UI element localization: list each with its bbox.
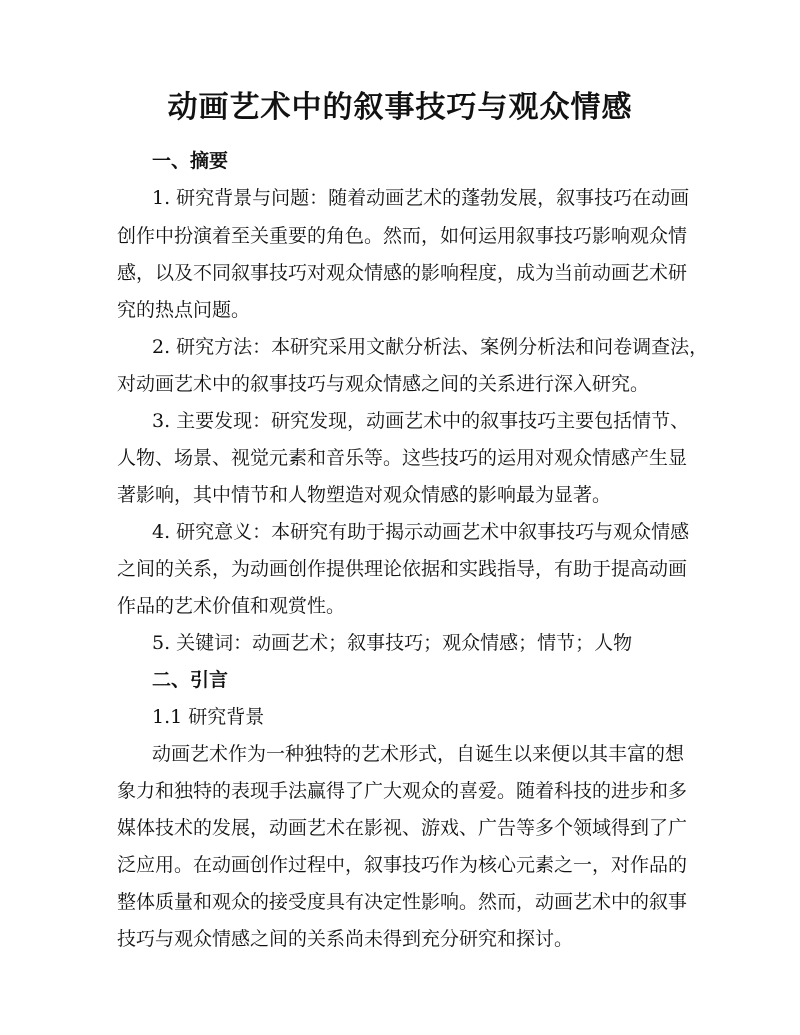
abstract-item-1-line-3: 感，以及不同叙事技巧对观众情感的影响程度，成为当前动画艺术研 xyxy=(117,262,688,284)
intro-paragraph-line-6: 技巧与观众情感之间的关系尚未得到充分研究和探讨。 xyxy=(117,928,574,950)
abstract-item-1-line-2: 创作中扮演着至关重要的角色。然而，如何运用叙事技巧影响观众情 xyxy=(117,225,688,247)
intro-paragraph-line-4: 泛应用。在动画创作过程中，叙事技巧作为核心元素之一，对作品的 xyxy=(117,854,688,876)
abstract-item-2-line-2: 对动画艺术中的叙事技巧与观众情感之间的关系进行深入研究。 xyxy=(117,373,650,395)
abstract-item-4-line-1: 4. 研究意义：本研究有助于揭示动画艺术中叙事技巧与观众情感 xyxy=(152,521,690,543)
intro-paragraph-line-2: 象力和独特的表现手法赢得了广大观众的喜爱。随着科技的进步和多 xyxy=(117,780,688,802)
abstract-item-2-line-1: 2. 研究方法：本研究采用文献分析法、案例分析法和问卷调查法， xyxy=(152,336,709,358)
abstract-item-4-line-2: 之间的关系，为动画创作提供理论依据和实践指导，有助于提高动画 xyxy=(117,558,688,580)
section-heading-abstract: 一、摘要 xyxy=(152,150,229,172)
abstract-item-4-line-3: 作品的艺术价值和观赏性。 xyxy=(117,595,346,617)
abstract-item-3-line-2: 人物、场景、视觉元素和音乐等。这些技巧的运用对观众情感产生显 xyxy=(117,447,688,469)
intro-paragraph-line-5: 整体质量和观众的接受度具有决定性影响。然而，动画艺术中的叙事 xyxy=(117,891,688,913)
subsection-heading-background: 1.1 研究背景 xyxy=(152,706,265,728)
abstract-item-5-keywords: 5. 关键词：动画艺术；叙事技巧；观众情感；情节；人物 xyxy=(152,632,633,654)
abstract-item-3-line-3: 著影响，其中情节和人物塑造对观众情感的影响最为显著。 xyxy=(117,484,612,506)
abstract-item-1-line-1: 1. 研究背景与问题：随着动画艺术的蓬勃发展，叙事技巧在动画 xyxy=(152,187,690,209)
document-title: 动画艺术中的叙事技巧与观众情感 xyxy=(167,90,633,125)
intro-paragraph-line-3: 媒体技术的发展，动画艺术在影视、游戏、广告等多个领域得到了广 xyxy=(117,817,688,839)
intro-paragraph-line-1: 动画艺术作为一种独特的艺术形式，自诞生以来便以其丰富的想 xyxy=(152,743,685,765)
section-heading-intro: 二、引言 xyxy=(152,669,229,691)
abstract-item-1-line-4: 究的热点问题。 xyxy=(117,299,251,321)
abstract-item-3-line-1: 3. 主要发现：研究发现，动画艺术中的叙事技巧主要包括情节、 xyxy=(152,410,690,432)
